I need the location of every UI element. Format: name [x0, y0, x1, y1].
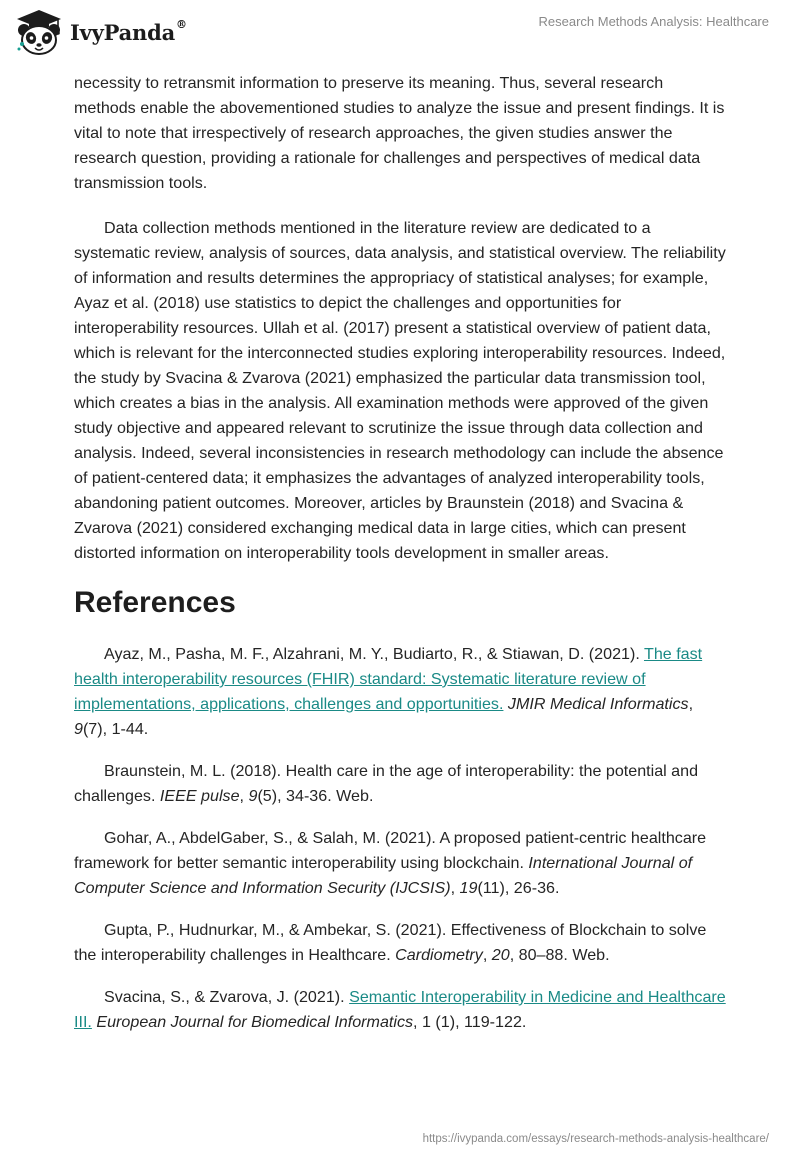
reference-text: Braunstein, M. L. (2018). Health care in the age of interoperability: the potential and challenges.: [74, 762, 699, 805]
reference-text: Gohar, A., AbdelGaber, S., & Salah, M. (2021). A proposed patient-centric healthcare framework for better semantic interoperability using blockchain.: [74, 829, 707, 872]
separator: ,: [482, 946, 492, 964]
issue-pages: (11), 26-36.: [477, 879, 560, 897]
issue-pages: (5), 34-36. Web.: [257, 787, 374, 805]
reference-text: Svacina, S., & Zvarova, J. (2021).: [104, 988, 350, 1006]
footer-url[interactable]: https://ivypanda.com/essays/research-methods-analysis-healthcare/: [422, 1133, 769, 1145]
ivypanda-logo[interactable]: [14, 8, 187, 56]
paragraph-2: Data collection methods mentioned in the literature review are dedicated to a systematic review, analysis of sources, data analysis, and statistical overview. The reliability of information and results determines the appropriacy of statistical analyses; for example, Ayaz et al. (2018) use statistics to depict the challenges and opportunities for interoperability resources. Ullah et al. (2017) present a statistical overview of patient data, which is relevant for the interconnected studies exploring interoperability resources. Indeed, the study by Svacina & Zvarova (2021) emphasized the particular data transmission tool, which creates a bias in the analysis. All examination methods were approved of the given study objective and appeared relevant to scrutinize the issue through data collection and analysis. Indeed, several inconsistencies in research methodology can include the absence of patient-centered data; it emphasizes the advantages of analyzed interoperability tools, abandoning patient outcomes. Moreover, articles by Braunstein (2018) and Svacina & Zvarova (2021) considered exchanging medical data in large cities, which can present distorted information on interoperability tools development in smaller areas.: [74, 219, 726, 562]
volume: 20: [491, 946, 510, 964]
document-title: Research Methods Analysis: Healthcare: [538, 14, 769, 29]
journal-name: IEEE pulse: [159, 787, 240, 805]
issue-pages: , 1 (1), 119-122.: [413, 1013, 527, 1031]
volume: 9: [74, 720, 83, 738]
journal-name: Cardiometry: [395, 946, 483, 964]
reference-svacina: [74, 985, 726, 1035]
issue-pages: (7), 1-44.: [82, 720, 149, 738]
reference-text: Gupta, P., Hudnurkar, M., & Ambekar, S. (2021). Effectiveness of Blockchain to solve the interoperability challenges in Healthcare.: [74, 921, 707, 964]
reference-link-semantic[interactable]: Semantic Interoperability in Medicine and Healthcare III.: [74, 988, 726, 1031]
separator: ,: [239, 787, 249, 805]
paragraph-1: necessity to retransmit information to preserve its meaning. Thus, several research methods enable the abovementioned studies to analyze the issue and present findings. It is vital to note that irrespectively of research approaches, the given studies answer the research question, providing a rationale for challenges and perspectives of medical data transmission tools.: [74, 74, 725, 192]
document-body: [74, 71, 726, 1052]
issue-pages: , 80–88. Web.: [509, 946, 610, 964]
reference-link-fhir[interactable]: The fast health interoperability resources (FHIR) standard: Systematic literature review of implementations, applications, challenges and opportunities.: [74, 645, 703, 713]
page-header: [0, 0, 800, 70]
journal-name: International Journal of Computer Science and Information Security (IJCSIS): [74, 854, 693, 897]
journal-name: JMIR Medical Informatics: [507, 695, 689, 713]
logo-wordmark: [70, 17, 187, 45]
separator: ,: [688, 695, 694, 713]
separator: ,: [450, 879, 460, 897]
reference-braunstein: [74, 759, 726, 809]
reference-text: Ayaz, M., Pasha, M. F., Alzahrani, M. Y., Budiarto, R., & Stiawan, D. (2021).: [104, 645, 644, 663]
reference-ayaz: [74, 642, 726, 742]
volume: 9: [248, 787, 258, 805]
reference-gohar: [74, 826, 726, 901]
reference-gupta: [74, 918, 726, 968]
journal-name: European Journal for Biomedical Informatics: [96, 1013, 414, 1031]
registered-mark: ®: [176, 17, 187, 31]
logo-name: IvyPanda: [70, 19, 176, 45]
references-heading: References: [74, 586, 236, 619]
volume: 19: [459, 879, 478, 897]
panda-graduate-icon: [14, 8, 64, 56]
